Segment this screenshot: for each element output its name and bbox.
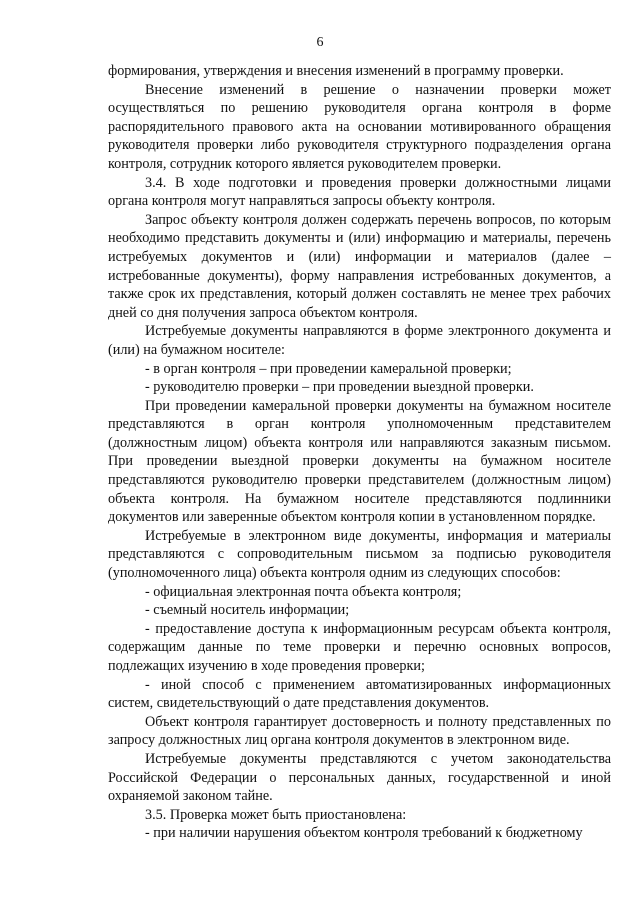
paragraph: 3.5. Проверка может быть приостановлена: <box>145 806 407 823</box>
paragraph: Истребуемые документы направляются в форме электронного документа и (или) на бумажном носителе: <box>108 323 611 358</box>
paragraph: Внесение изменений в решение о назначении проверки может осуществляться по решению руководителя органа контроля в форме распорядительного правового акта на основании мотивированного обращения руководителя проверки либо руководителя структурного подразделения органа контроля, сотрудник которого является руководителем проверки. <box>108 81 611 172</box>
list-item: - предоставление доступа к информационным ресурсам объекта контроля, содержащим данные по теме проверки и перечню основных вопросов, подлежащих изучению в ходе проведения проверки; <box>108 620 611 674</box>
paragraph: Истребуемые документы представляются с учетом законодательства Российской Федерации о персональных данных, государственной и иной охраняемой законом тайне. <box>108 750 611 805</box>
paragraph: формирования, утверждения и внесения изменений в программу проверки. <box>108 63 564 79</box>
page-number: 6 <box>316 35 324 50</box>
paragraph: Объект контроля гарантирует достоверность и полноту представленных по запросу должностных лиц органа контроля документов в электронном виде. <box>108 713 611 749</box>
paragraph: 3.4. В ходе подготовки и проведения проверки должностными лицами органа контроля могут направляться запросы объекту контроля. <box>108 174 611 210</box>
list-item: - официальная электронная почта объекта контроля; <box>145 583 462 600</box>
paragraph: Запрос объекту контроля должен содержать перечень вопросов, по которым необходимо представить документы и (или) информацию и материалы, перечень истребуемых документов и (или) информации и материалов (далее – истребованные документы), форму направления истребованных документов, а также срок их представления, который должен составлять не менее трех рабочих дней со дня получения запроса объектом контроля. <box>108 211 611 321</box>
list-item: - в орган контроля – при проведении камеральной проверки; <box>145 360 512 377</box>
paragraph: Истребуемые в электронном виде документы, информация и материалы представляются с сопроводительным письмом за подписью руководителя (уполномоченного лица) объекта контроля одним из следующих способов: <box>108 527 611 582</box>
list-item: - руководителю проверки – при проведении выездной проверки. <box>145 379 534 396</box>
paragraph: При проведении камеральной проверки документы на бумажном носителе представляются в орган контроля уполномоченным представителем (должностным лицом) объекта контроля или направляются заказным письмом. При проведении выездной проверки документы на бумажном носителе представляются руководителю проверки представителем (должностным лицом) объекта контроля. На бумажном носителе представляются подлинники документов или заверенные объектом контроля копии в установленном порядке. <box>108 397 611 526</box>
document-body <box>108 62 611 843</box>
list-item: - при наличии нарушения объектом контроля требований к бюджетному <box>145 825 583 842</box>
list-item: - иной способ с применением автоматизированных информационных систем, свидетельствующий о дате представления документов. <box>108 676 611 712</box>
list-item: - съемный носитель информации; <box>145 602 350 619</box>
